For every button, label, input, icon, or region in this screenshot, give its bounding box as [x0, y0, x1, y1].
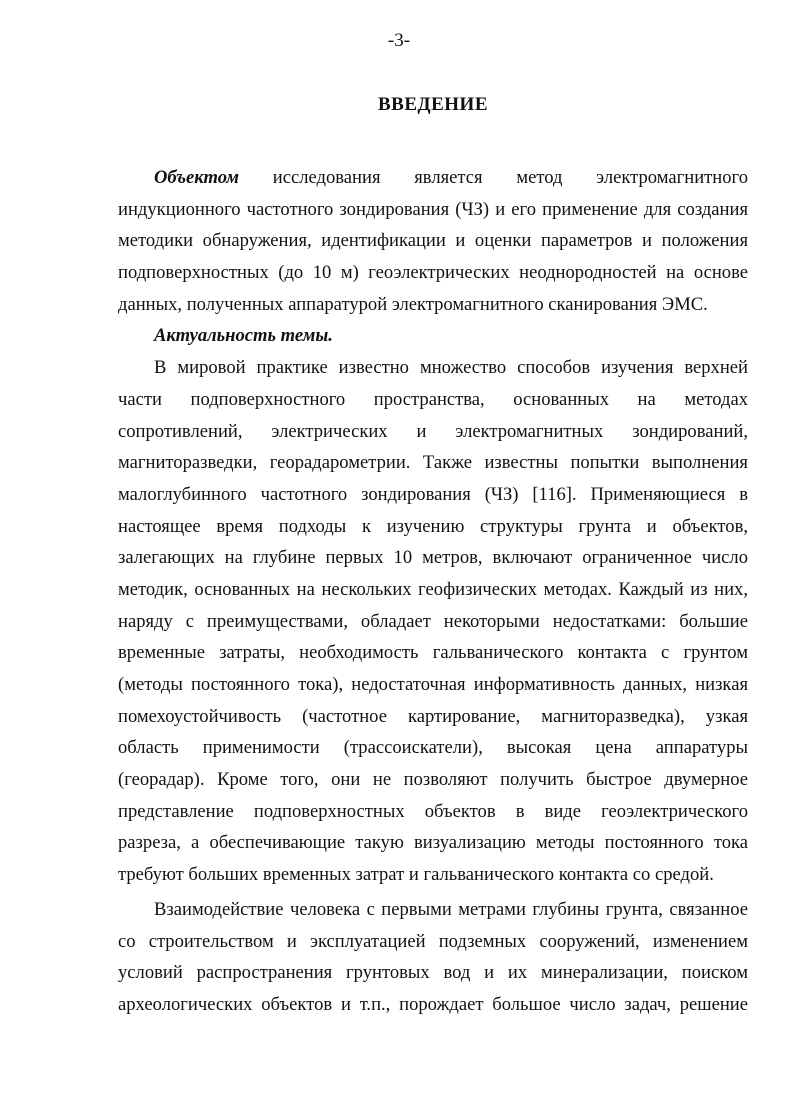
paragraph-line: части подповерхностного пространства, основанных на методах: [118, 388, 748, 410]
interaction-paragraph: [118, 894, 748, 1021]
paragraph-line: настоящее время подходы к изучению структуры грунта и объектов,: [118, 515, 748, 537]
paragraph-line: подповерхностных (до 10 м) геоэлектрических неоднородностей на основе: [118, 262, 748, 284]
paragraph-line: условий распространения грунтовых вод и их минерализации, поиском: [118, 962, 748, 984]
paragraph-line: наряду с преимуществами, обладает некоторыми недостатками: большие: [118, 610, 748, 632]
body-text: [118, 162, 748, 1021]
paragraph-line: данных, полученных аппаратурой электромагнитного сканирования ЭМС.: [118, 293, 708, 315]
paragraph-line: археологических объектов и т.п., порождает большое число задач, решение: [118, 993, 748, 1015]
object-lead: Объектом: [154, 167, 240, 188]
paragraph-line: область применимости (трассоискатели), высокая цена аппаратуры: [118, 737, 748, 759]
paragraph-line: малоглубинного частотного зондирования (ЧЗ) [116]. Применяющиеся в: [118, 483, 748, 505]
paragraph-line: [118, 162, 748, 194]
paragraph-line: В мировой практике известно множество способов изучения верхней: [154, 357, 748, 379]
paragraph-line: Взаимодействие человека с первыми метрами глубины грунта, связанное: [154, 898, 748, 920]
object-paragraph: [118, 162, 748, 320]
paragraph-line: залегающих на глубине первых 10 метров, включают ограниченное число: [118, 547, 748, 569]
paragraph-line: помехоустойчивость (частотное картирование, магниторазведка), узкая: [118, 705, 748, 727]
relevance-heading: Актуальность темы.: [154, 325, 333, 347]
paragraph-line: представление подповерхностных объектов в виде геоэлектрического: [118, 800, 748, 822]
paragraph-line: методик, основанных на нескольких геофизических методах. Каждый из них,: [118, 578, 748, 600]
page-number: -3-: [387, 30, 411, 51]
paragraph-line: (методы постоянного тока), недостаточная информативность данных, низкая: [118, 674, 748, 695]
paragraph-line: сопротивлений, электрических и электромагнитных зондирований,: [118, 420, 748, 442]
paragraph-line: (георадар). Кроме того, они не позволяют получить быстрое двумерное: [118, 769, 748, 791]
paragraph-line: магниторазведки, георадарометрии. Также известны попытки выполнения: [118, 452, 748, 474]
section-title: ВВЕДЕНИЕ: [378, 94, 488, 115]
relevance-paragraph: [118, 352, 748, 891]
paragraph-line: методики обнаружения, идентификации и оценки параметров и положения: [118, 230, 748, 252]
paragraph-line: разреза, а обеспечивающие такую визуализацию методы постоянного тока: [118, 832, 748, 854]
paragraph-line: временные затраты, необходимость гальванического контакта с грунтом: [118, 642, 748, 664]
paragraph-line: индукционного частотного зондирования (ЧЗ) и его применение для создания: [118, 198, 748, 220]
paragraph-line: требуют больших временных затрат и гальванического контакта со средой.: [118, 864, 714, 886]
paragraph-line-text: исследования является метод электромагнитного: [272, 167, 748, 188]
paragraph-line: со строительством и эксплуатацией подземных сооружений, изменением: [118, 930, 748, 952]
